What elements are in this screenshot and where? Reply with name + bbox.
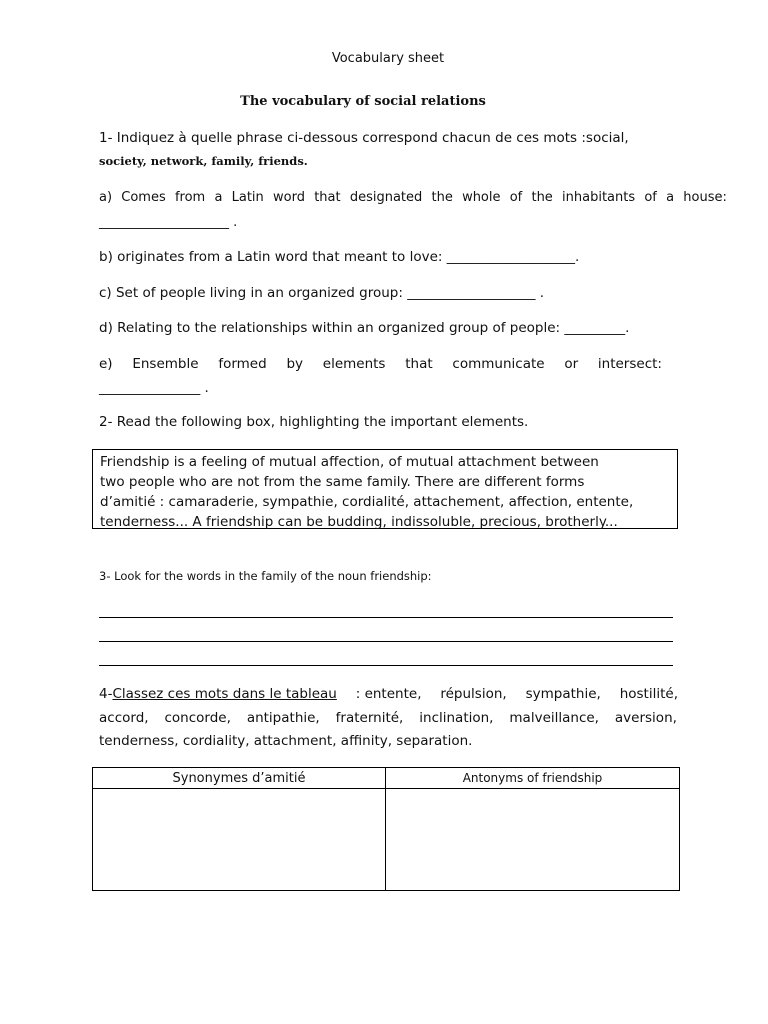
- word: concorde,: [164, 710, 231, 726]
- item-e-blank[interactable]: _______________ .: [99, 380, 209, 396]
- word: Ensemble: [132, 356, 199, 372]
- item-b[interactable]: b) originates from a Latin word that meant to love: ___________________.: [99, 249, 580, 265]
- answer-line-2[interactable]: [99, 641, 673, 642]
- item-a-blank[interactable]: ____________________ .: [99, 215, 238, 230]
- question-4-line-1: [99, 686, 678, 702]
- item-c[interactable]: c) Set of people living in an organized group: ___________________ .: [99, 285, 545, 301]
- word: aversion,: [614, 710, 677, 726]
- question-1-words: society, network, family, friends.: [99, 154, 308, 168]
- antonyms-cell[interactable]: [386, 789, 680, 891]
- word: formed: [218, 356, 267, 372]
- word: antipathie,: [246, 710, 320, 726]
- word: by: [286, 356, 303, 372]
- box-line: Friendship is a feeling of mutual affection, of mutual attachment between: [100, 454, 599, 470]
- word: from: [174, 190, 206, 205]
- word: Latin: [231, 190, 264, 205]
- question-1-intro: 1- Indiquez à quelle phrase ci-dessous correspond chacun de ces mots :social,: [99, 130, 629, 146]
- word: sympathie,: [525, 686, 601, 702]
- classification-table: [92, 767, 680, 891]
- question-4-line-3: tenderness, cordiality, attachment, affinity, separation.: [99, 733, 473, 749]
- word: répulsion,: [440, 686, 507, 702]
- word: of: [644, 190, 657, 205]
- word: a): [99, 190, 113, 205]
- question-4-lead: 4-Classez ces mots dans le tableau: [99, 686, 337, 702]
- word: hostilité,: [619, 686, 678, 702]
- word: Comes: [121, 190, 166, 205]
- box-line: two people who are not from the same family. There are different forms: [100, 474, 585, 490]
- friendship-text-box: [92, 449, 678, 529]
- question-4-line-2: [99, 710, 677, 726]
- word: fraternité,: [335, 710, 404, 726]
- word: e): [99, 356, 113, 372]
- word: of: [509, 190, 523, 205]
- sheet-title: Vocabulary sheet: [331, 51, 445, 66]
- question-3-instruction: 3- Look for the words in the family of the noun friendship:: [99, 569, 432, 583]
- answer-line-1[interactable]: [99, 617, 673, 618]
- word: that: [405, 356, 433, 372]
- word: that: [314, 190, 341, 205]
- column-header-synonyms: Synonymes d’amitié: [93, 768, 386, 789]
- box-line: d’amitié : camaraderie, sympathie, cordialité, attachement, affection, entente,: [100, 494, 634, 510]
- word: inhabitants: [562, 190, 636, 205]
- item-a-text: [99, 190, 727, 205]
- word: a: [666, 190, 675, 205]
- word: elements: [322, 356, 386, 372]
- question-2-instruction: 2- Read the following box, highlighting the important elements.: [99, 414, 529, 430]
- word: the: [531, 190, 553, 205]
- main-title: The vocabulary of social relations: [240, 94, 486, 109]
- synonyms-cell[interactable]: [93, 789, 386, 891]
- word: whole: [462, 190, 501, 205]
- word: malveillance,: [509, 710, 599, 726]
- word: designated: [349, 190, 423, 205]
- word: word: [273, 190, 305, 205]
- word: house:: [683, 190, 727, 205]
- item-d[interactable]: d) Relating to the relationships within an organized group of people: _________.: [99, 320, 630, 336]
- word: inclination,: [419, 710, 494, 726]
- word: the: [431, 190, 453, 205]
- column-header-antonyms: Antonyms of friendship: [386, 768, 680, 789]
- word: : entente,: [355, 686, 422, 702]
- item-e-text: [99, 356, 662, 372]
- answer-line-3[interactable]: [99, 665, 673, 666]
- word: intersect:: [597, 356, 662, 372]
- word: accord,: [99, 710, 149, 726]
- word: a: [214, 190, 223, 205]
- box-line: tenderness... A friendship can be budding, indissoluble, precious, brotherly...: [100, 514, 618, 530]
- word: communicate: [452, 356, 545, 372]
- word: or: [564, 356, 579, 372]
